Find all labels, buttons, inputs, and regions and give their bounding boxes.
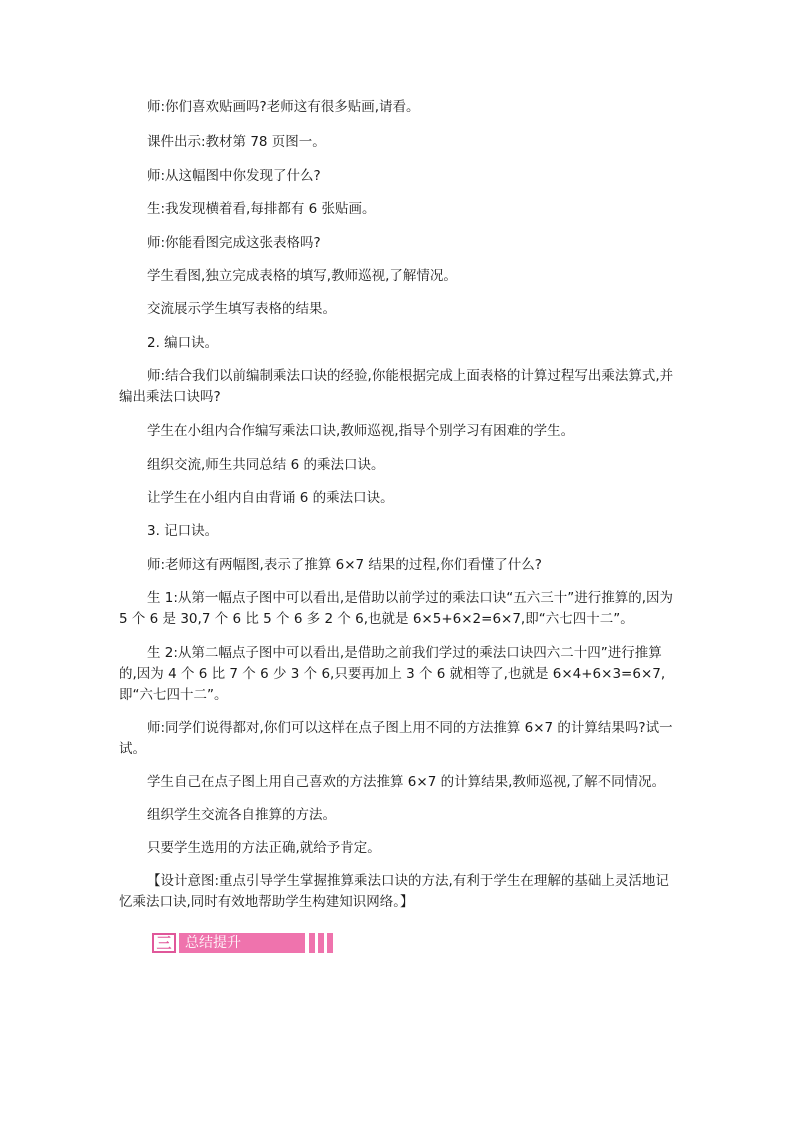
banner-stripe bbox=[318, 933, 324, 953]
section-heading-2: 2. 编口诀。 bbox=[147, 335, 219, 351]
paragraph: 生 1:从第一幅点子图中可以看出,是借助以前学过的乘法口诀“五六三十”进行推算的,因为 5 个 6 是 30,7 个 6 比 5 个 6 多 2 个 6,也就是 6×5+6×2=6×7,即“六七四十二”。 bbox=[119, 590, 673, 627]
banner-stripe bbox=[309, 933, 315, 953]
paragraph: 只要学生选用的方法正确,就给予肯定。 bbox=[147, 840, 381, 856]
paragraph: 组织交流,师生共同总结 6 的乘法口诀。 bbox=[147, 457, 385, 473]
paragraph: 师:老师这有两幅图,表示了推算 6×7 结果的过程,你们看懂了什么? bbox=[147, 557, 542, 573]
paragraph: 学生自己在点子图上用自己喜欢的方法推算 6×7 的计算结果,教师巡视,了解不同情况。 bbox=[147, 774, 666, 790]
paragraph: 生 2:从第二幅点子图中可以看出,是借助之前我们学过的乘法口诀四六二十四”进行推算的,因为 4 个 6 比 7 个 6 少 3 个 6,只要再加上 3 个 6 就相等了,也就是 6×4+6×3=6×7,即“六七四十二”。 bbox=[119, 645, 666, 703]
paragraph: 课件出示:教材第 78 页图一。 bbox=[147, 134, 326, 150]
section-heading-3: 3. 记口诀。 bbox=[147, 523, 219, 539]
paragraph: 学生在小组内合作编写乘法口诀,教师巡视,指导个别学习有困难的学生。 bbox=[147, 423, 575, 439]
banner-stripe bbox=[327, 933, 333, 953]
paragraph: 生:我发现横着看,每排都有 6 张贴画。 bbox=[147, 201, 376, 217]
paragraph: 学生看图,独立完成表格的填写,教师巡视,了解情况。 bbox=[147, 268, 457, 284]
section-banner bbox=[152, 933, 340, 953]
paragraph: 师:你们喜欢贴画吗?老师这有很多贴画,请看。 bbox=[147, 99, 420, 115]
section-number: 三 bbox=[152, 933, 176, 953]
section-title: 总结提升 bbox=[179, 933, 305, 953]
paragraph: 交流展示学生填写表格的结果。 bbox=[147, 301, 336, 317]
paragraph: 让学生在小组内自由背诵 6 的乘法口诀。 bbox=[147, 490, 394, 506]
paragraph: 师:从这幅图中你发现了什么? bbox=[147, 168, 321, 184]
paragraph: 师:你能看图完成这张表格吗? bbox=[147, 235, 321, 251]
paragraph: 师:同学们说得都对,你们可以这样在点子图上用不同的方法推算 6×7 的计算结果吗?试一试。 bbox=[119, 720, 673, 757]
design-intent-note: 【设计意图:重点引导学生掌握推算乘法口诀的方法,有利于学生在理解的基础上灵活地记忆乘法口诀,同时有效地帮助学生构建知识网络。】 bbox=[119, 873, 669, 910]
paragraph: 组织学生交流各自推算的方法。 bbox=[147, 807, 336, 823]
paragraph: 师:结合我们以前编制乘法口诀的经验,你能根据完成上面表格的计算过程写出乘法算式,并编出乘法口诀吗? bbox=[119, 368, 674, 405]
